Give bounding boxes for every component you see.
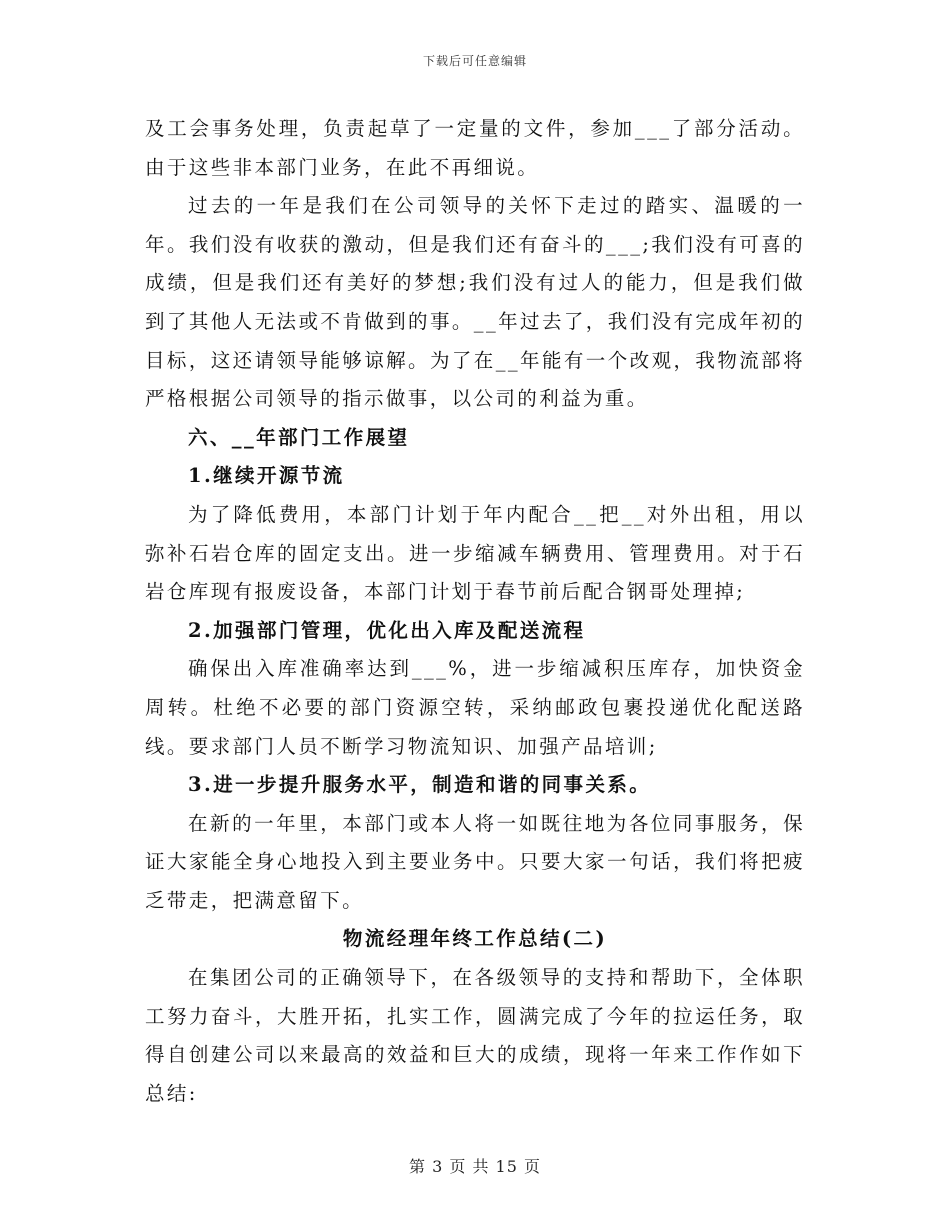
paragraph-intro-part-two: 在集团公司的正确领导下，在各级领导的支持和帮助下，全体职工努力奋斗，大胜开拓，扎实工作，圆满完成了今年的拉运任务，取得自创建公司以来最高的效益和巨大的成绩，现将一年来工作作如下总结: (145, 966, 805, 1105)
paragraph-past-year: 过去的一年是我们在公司领导的关怀下走过的踏实、温暖的一年。我们没有收获的激动，但是我们还有奋斗的___;我们没有可喜的成绩，但是我们还有美好的梦想;我们没有过人的能力，但是我们做到了其他人无法或不肯做到的事。__年过去了，我们没有完成年初的目标，这还请领导能够谅解。为了在__年能有一个改观，我物流部将严格根据公司领导的指示做事，以公司的利益为重。 (145, 194, 805, 411)
page-number: 第 3 页 共 15 页 (409, 1157, 541, 1176)
section-heading-outlook: 六、__年部门工作展望 (188, 425, 410, 449)
paragraph-continuation: 及工会事务处理，负责起草了一定量的文件，参加___了部分活动。由于这些非本部门业务，在此不再细说。 (145, 117, 805, 179)
subheading-management: 2.加强部门管理，优化出入库及配送流程 (188, 618, 586, 642)
paragraph-cost-saving: 为了降低费用，本部门计划于年内配合__把__对外出租，用以弥补石岩仓库的固定支出。进一步缩减车辆费用、管理费用。对于石岩仓库现有报废设备，本部门计划于春节前后配合钢哥处理掉; (145, 502, 805, 604)
paragraph-service: 在新的一年里，本部门或本人将一如既往地为各位同事服务，保证大家能全身心地投入到主要业务中。只要大家一句话，我们将把疲乏带走，把满意留下。 (145, 811, 805, 912)
page-header: 下载后可任意编辑 (422, 54, 527, 68)
paragraph-management: 确保出入库准确率达到___%，进一步缩减积压库存，加快资金周转。杜绝不必要的部门资源空转，采纳邮政包裹投递优化配送路线。要求部门人员不断学习物流知识、加强产品培训; (145, 657, 805, 758)
subheading-service: 3.进一步提升服务水平，制造和谐的同事关系。 (188, 773, 652, 797)
document-body (145, 110, 805, 1113)
subheading-cost-saving: 1.继续开源节流 (188, 464, 345, 488)
document-title-part-two: 物流经理年终工作总结(二) (342, 927, 608, 951)
